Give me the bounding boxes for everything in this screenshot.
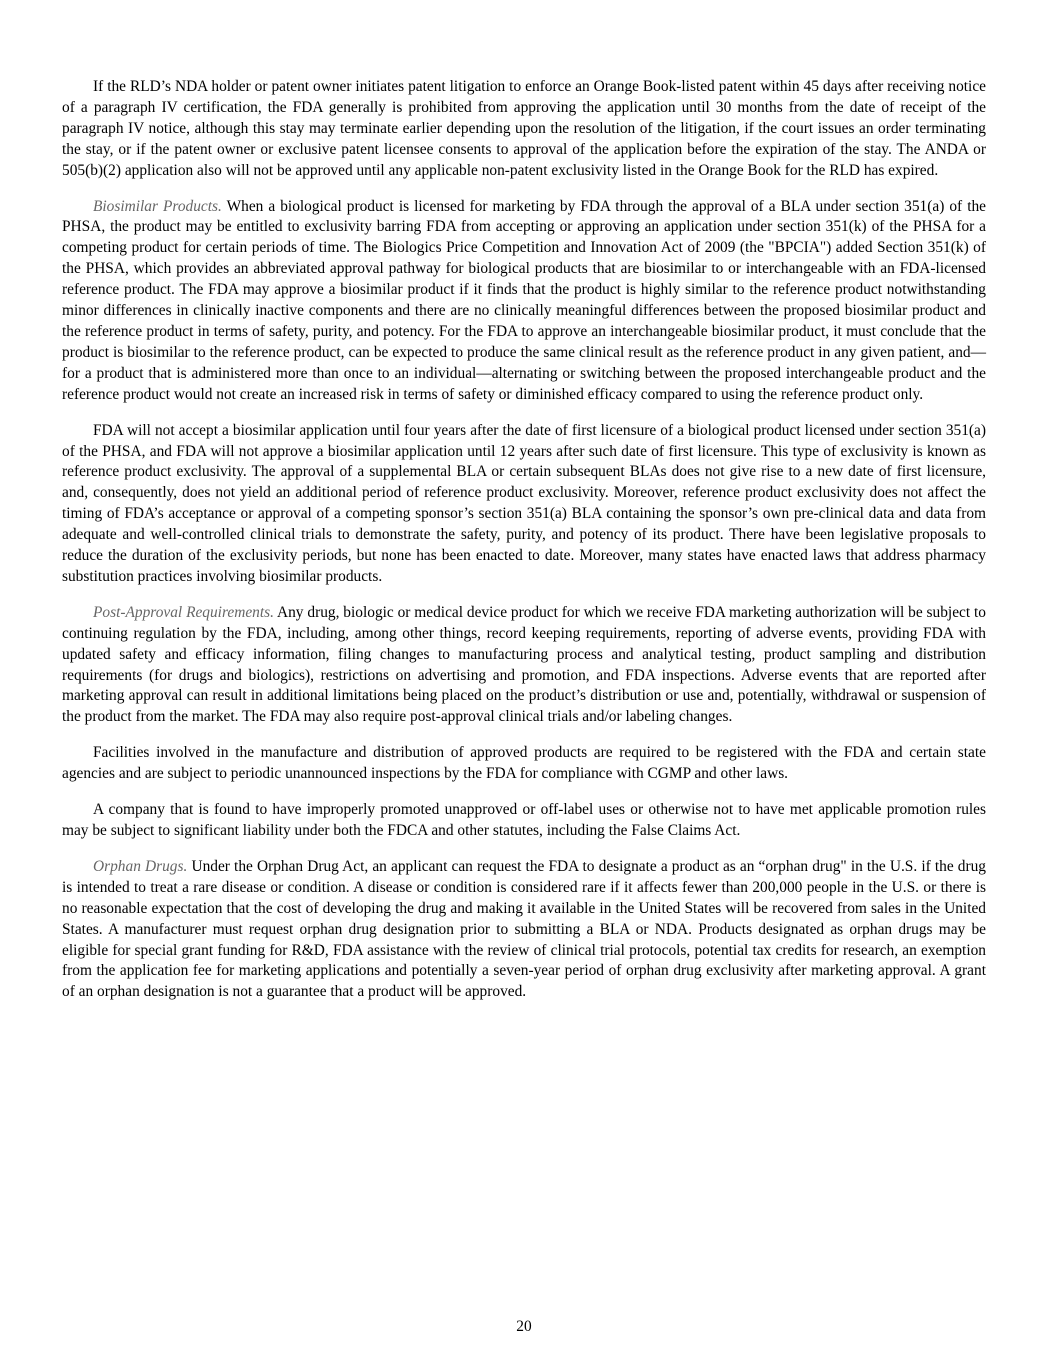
- paragraph-orphan-drugs: [62, 857, 986, 1003]
- paragraph-text: A company that is found to have improperly promoted unapproved or off-label uses or otherwise not to have met applicable promotion rules may be subject to significant liability under both the FDCA and other statutes, including the False Claims Act.: [62, 801, 986, 839]
- paragraph-text: Under the Orphan Drug Act, an applicant can request the FDA to designate a product as an “orphan drug" in the U.S. if the drug is intended to treat a rare disease or condition. A disease or condition is considered rare if it affects fewer than 200,000 people in the U.S. or there is no reasonable expectation that the cost of developing the drug and making it available in the United States will be recovered from sales in the United States. A manufacturer must request orphan drug designation prior to submitting a BLA or NDA. Products designated as orphan drugs may be eligible for special grant funding for R&D, FDA assistance with the review of clinical trial protocols, potential tax credits for research, an exemption from the application fee for marketing applications and potentially a seven-year period of orphan drug exclusivity after marketing approval. A grant of an orphan designation is not a guarantee that a product will be approved.: [62, 857, 986, 1001]
- paragraph-text: Any drug, biologic or medical device product for which we receive FDA marketing authorization will be subject to continuing regulation by the FDA, including, among other things, record keeping requirements, reporting of adverse events, providing FDA with updated safety and efficacy information, filing changes to manufacturing process and analytical testing, product sampling and distribution requirements (for drugs and biologics), restrictions on advertising and promotion, and FDA inspections. Adverse events that are reported after marketing approval can result in additional limitations being placed on the product’s distribution or use and, potentially, withdrawal or suspension of the product from the market. The FDA may also require post-approval clinical trials and/or labeling changes.: [62, 603, 986, 726]
- paragraph-biosimilar-products: [62, 197, 986, 406]
- paragraph-reference-exclusivity: [62, 421, 986, 588]
- paragraph-post-approval-requirements: [62, 603, 986, 728]
- section-heading: Orphan Drugs.: [93, 857, 188, 875]
- paragraph-text: If the RLD’s NDA holder or patent owner initiates patent litigation to enforce an Orange Book-listed patent within 45 days after receiving notice of a paragraph IV certification, the FDA generally is prohibited from approving the application until 30 months from the date of receipt of the paragraph IV notice, although this stay may terminate earlier depending upon the resolution of the litigation, if the court issues an order terminating the stay, or if the patent owner or exclusive patent licensee consents to approval of the application before the expiration of the stay. The ANDA or 505(b)(2) application also will not be approved until any applicable non-patent exclusivity listed in the Orange Book for the RLD has expired.: [62, 78, 986, 179]
- paragraph-promotion-liability: [62, 800, 986, 842]
- page-number: 20: [516, 1318, 532, 1335]
- paragraph-text: When a biological product is licensed for marketing by FDA through the approval of a BLA under section 351(a) of the PHSA, the product may be entitled to exclusivity barring FDA from accepting or approving an application under section 351(k) of the PHSA for a competing product for certain periods of time. The Biologics Price Competition and Innovation Act of 2009 (the "BPCIA") added Section 351(k) of the PHSA, which provides an abbreviated approval pathway for biological products that are biosimilar to or interchangeable with an FDA-licensed reference product. The FDA may approve a biosimilar product if it finds that the product is highly similar to the reference product notwithstanding minor differences in clinically inactive components and there are no clinically meaningful differences between the proposed biosimilar product and the reference product in terms of safety, purity, and potency. For the FDA to approve an interchangeable biosimilar product, it must conclude that the product is biosimilar to the reference product, can be expected to produce the same clinical result as the reference product in any given patient, and—for a product that is administered more than once to an individual—alternating or switching between the proposed interchangeable product and the reference product would not create an increased risk in terms of safety or diminished efficacy compared to using the reference product only.: [62, 197, 986, 403]
- paragraph-facilities: [62, 743, 986, 785]
- section-heading: Post-Approval Requirements.: [93, 603, 274, 621]
- paragraph-patent-litigation: [62, 77, 986, 182]
- paragraph-text: Facilities involved in the manufacture and distribution of approved products are required to be registered with the FDA and certain state agencies and are subject to periodic unannounced inspections by the FDA for compliance with CGMP and other laws.: [62, 744, 986, 783]
- document-body: [62, 77, 986, 1018]
- paragraph-text: FDA will not accept a biosimilar application until four years after the date of first licensure of a biological product licensed under section 351(a) of the PHSA, and FDA will not approve a biosimilar application until 12 years after such date of first licensure. This type of exclusivity is known as reference product exclusivity. The approval of a supplemental BLA or certain subsequent BLAs does not give rise to a new date of first licensure, and, consequently, does not yield an additional period of reference product exclusivity. Moreover, reference product exclusivity does not affect the timing of FDA’s acceptance or approval of a competing sponsor’s section 351(a) BLA containing the sponsor’s own pre-clinical data and data from adequate and well-controlled clinical trials to demonstrate the safety, purity, and potency of its product. There have been legislative proposals to reduce the duration of the exclusivity periods, but none has been enacted to date. Moreover, many states have enacted laws that address pharmacy substitution practices involving biosimilar products.: [62, 421, 986, 585]
- section-heading: Biosimilar Products.: [93, 197, 222, 215]
